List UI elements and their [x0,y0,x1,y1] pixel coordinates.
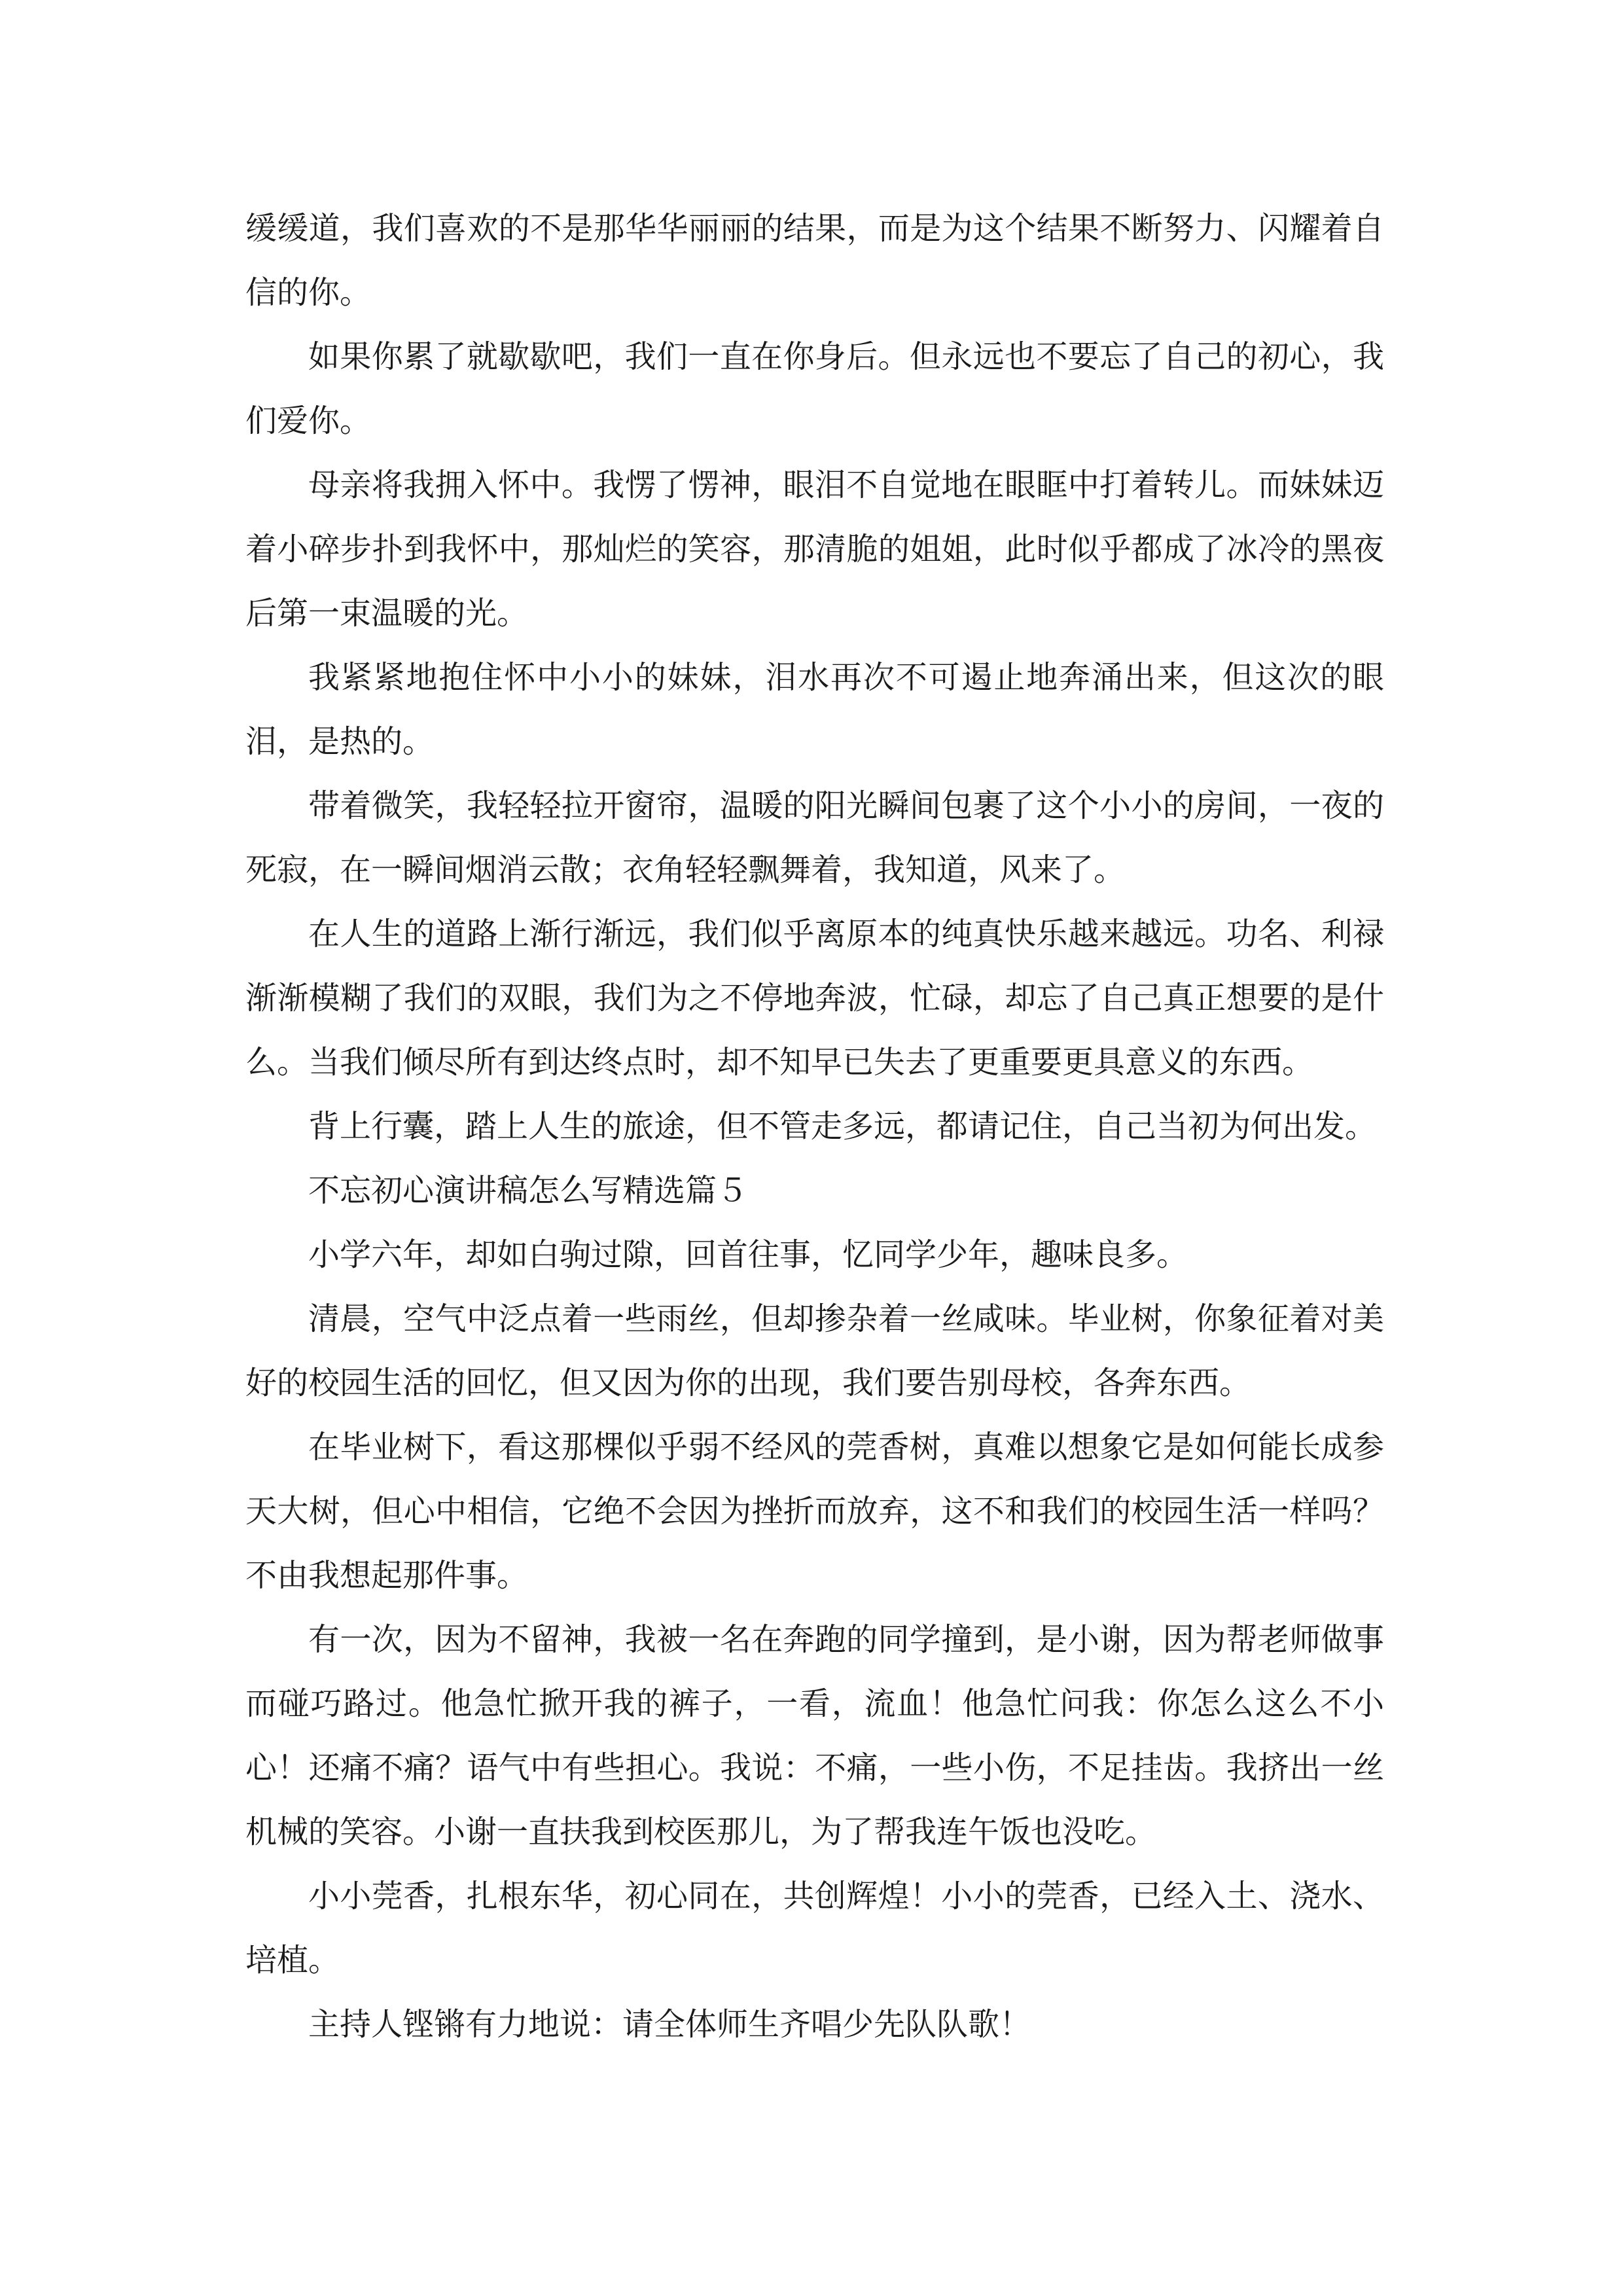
paragraph: 如果你累了就歇歇吧，我们一直在你身后。但永远也不要忘了自己的初心，我们爱你。 [245,338,1384,439]
document-body [245,196,1384,2056]
paragraph: 背上行囊，踏上人生的旅途，但不管走多远，都请记住，自己当初为何出发。 [308,1108,1377,1145]
section-heading: 不忘初心演讲稿怎么写精选篇５ [308,1172,749,1209]
paragraph: 主持人铿锵有力地说：请全体师生齐唱少先队队歌！ [308,2006,1031,2043]
paragraph: 在人生的道路上渐行渐远，我们似乎离原本的纯真快乐越来越远。功名、利禄渐渐模糊了我们的双眼，我们为之不停地奔波，忙碌，却忘了自己真正想要的是什么。当我们倾尽所有到达终点时，却不知早已失去了更重要更具意义的东西。 [245,916,1384,1081]
paragraph: 小小莞香，扎根东华，初心同在，共创辉煌！小小的莞香，已经入土、浇水、培植。 [245,1878,1384,1979]
paragraph: 清晨，空气中泛点着一些雨丝，但却掺杂着一丝咸味。毕业树，你象征着对美好的校园生活的回忆，但又因为你的出现，我们要告别母校，各奔东西。 [245,1300,1384,1401]
paragraph: 小学六年，却如白驹过隙，回首往事，忆同学少年，趣味良多。 [308,1236,1188,1273]
paragraph: 我紧紧地抱住怀中小小的妹妹，泪水再次不可遏止地奔涌出来，但这次的眼泪，是热的。 [245,659,1384,760]
paragraph: 在毕业树下，看这那棵似乎弱不经风的莞香树，真难以想象它是如何能长成参天大树，但心中相信，它绝不会因为挫折而放弃，这不和我们的校园生活一样吗？不由我想起那件事。 [245,1429,1384,1594]
paragraph: 母亲将我拥入怀中。我愣了愣神，眼泪不自觉地在眼眶中打着转儿。而妹妹迈着小碎步扑到我怀中，那灿烂的笑容，那清脆的姐姐，此时似乎都成了冰冷的黑夜后第一束温暖的光。 [245,467,1384,632]
paragraph: 有一次，因为不留神，我被一名在奔跑的同学撞到，是小谢，因为帮老师做事而碰巧路过。他急忙掀开我的裤子，一看，流血！他急忙问我：你怎么这么不小心！还痛不痛？语气中有些担心。我说：不痛，一些小伤，不足挂齿。我挤出一丝机械的笑容。小谢一直扶我到校医那儿，为了帮我连午饭也没吃。 [245,1621,1384,1850]
paragraph: 带着微笑，我轻轻拉开窗帘，温暖的阳光瞬间包裹了这个小小的房间，一夜的死寂，在一瞬间烟消云散；衣角轻轻飘舞着，我知道，风来了。 [245,787,1384,888]
paragraph: 缓缓道，我们喜欢的不是那华华丽丽的结果，而是为这个结果不断努力、闪耀着自信的你。 [245,210,1384,311]
